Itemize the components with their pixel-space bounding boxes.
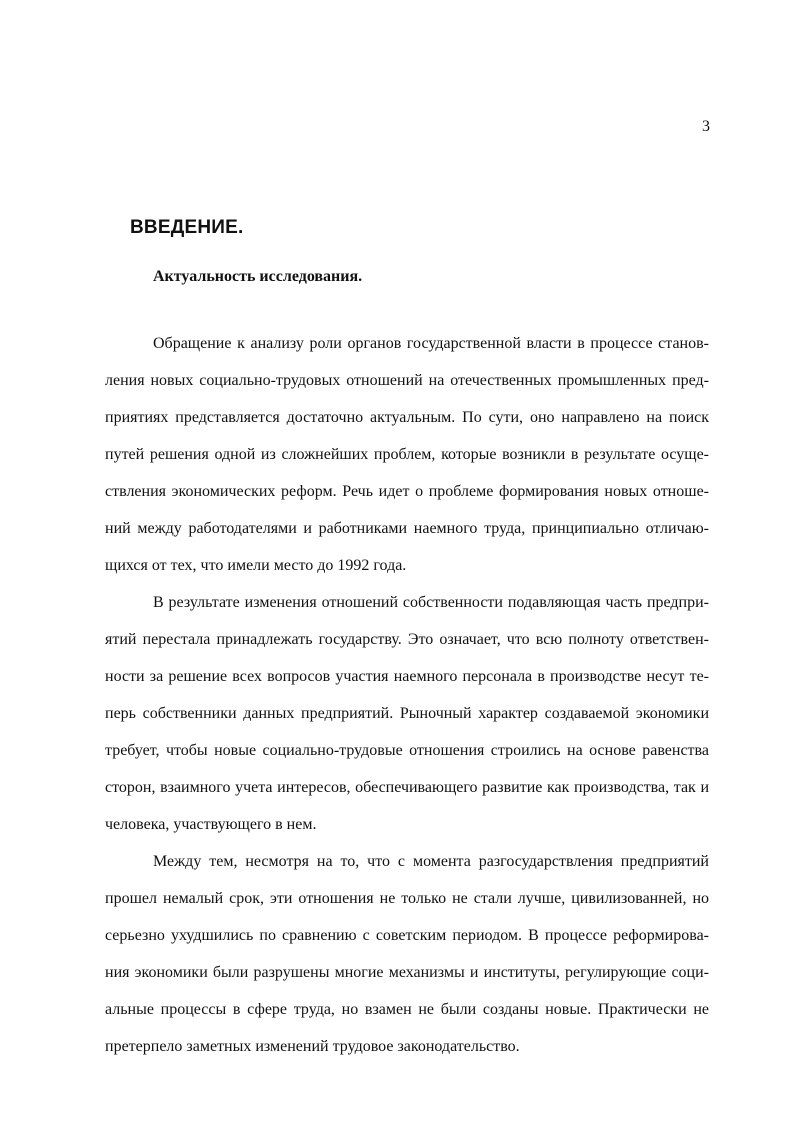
paragraph-line: щихся от тех, что имели место до 1992 года.: [105, 557, 407, 574]
paragraph-line: требует, чтобы новые социально-трудовые отношения строились на основе равенства: [105, 742, 709, 759]
paragraph-line: ности за решение всех вопросов участия наемного персонала в производстве несут те-: [105, 668, 709, 685]
paragraph-line: путей решения одной из сложнейших проблем, которые возникли в результате осуще-: [105, 446, 709, 463]
paragraph-line: приятиях представляется достаточно актуальным. По сути, оно направлено на поиск: [105, 409, 709, 426]
paragraph-line: альные процессы в сфере труда, но взамен не были созданы новые. Практически не: [105, 1001, 709, 1018]
paragraph: [105, 325, 709, 584]
page-number: 3: [702, 118, 710, 135]
paragraph-line: В результате изменения отношений собственности подавляющая часть предпри-: [153, 594, 709, 611]
paragraph-line: претерпело заметных изменений трудовое законодательство.: [105, 1038, 520, 1055]
paragraph-line: прошел немалый срок, эти отношения не только не стали лучше, цивилизованней, но: [105, 890, 709, 907]
chapter-title: ВВЕДЕНИЕ.: [130, 217, 244, 238]
paragraph-line: сторон, взаимного учета интересов, обеспечивающего развитие как производства, так и: [105, 779, 709, 796]
paragraph-line: перь собственники данных предприятий. Рыночный характер создаваемой экономики: [105, 705, 709, 722]
paragraph-line: ления новых социально-трудовых отношений на отечественных промышленных пред-: [105, 372, 709, 389]
section-title: Актуальность исследования.: [153, 268, 363, 285]
paragraph-line: Обращение к анализу роли органов государственной власти в процессе станов-: [153, 335, 709, 352]
paragraph-line: Между тем, несмотря на то, что с момента разгосударствления предприятий: [153, 853, 709, 870]
paragraph-line: ний между работодателями и работниками наемного труда, принципиально отличаю-: [105, 520, 709, 537]
paragraph-line: ятий перестала принадлежать государству. Это означает, что всю полноту ответствен-: [105, 631, 709, 648]
paragraph: [105, 843, 709, 1065]
paragraph-line: человека, участвующего в нем.: [105, 816, 317, 833]
paragraph-line: ния экономики были разрушены многие механизмы и институты, регулирующие соци-: [105, 964, 709, 981]
paragraph-line: серьезно ухудшились по сравнению с советским периодом. В процессе реформирова-: [105, 927, 709, 944]
paragraph-line: ствления экономических реформ. Речь идет о проблеме формирования новых отноше-: [105, 483, 709, 500]
body-text: [105, 325, 709, 1065]
paragraph: [105, 584, 709, 843]
